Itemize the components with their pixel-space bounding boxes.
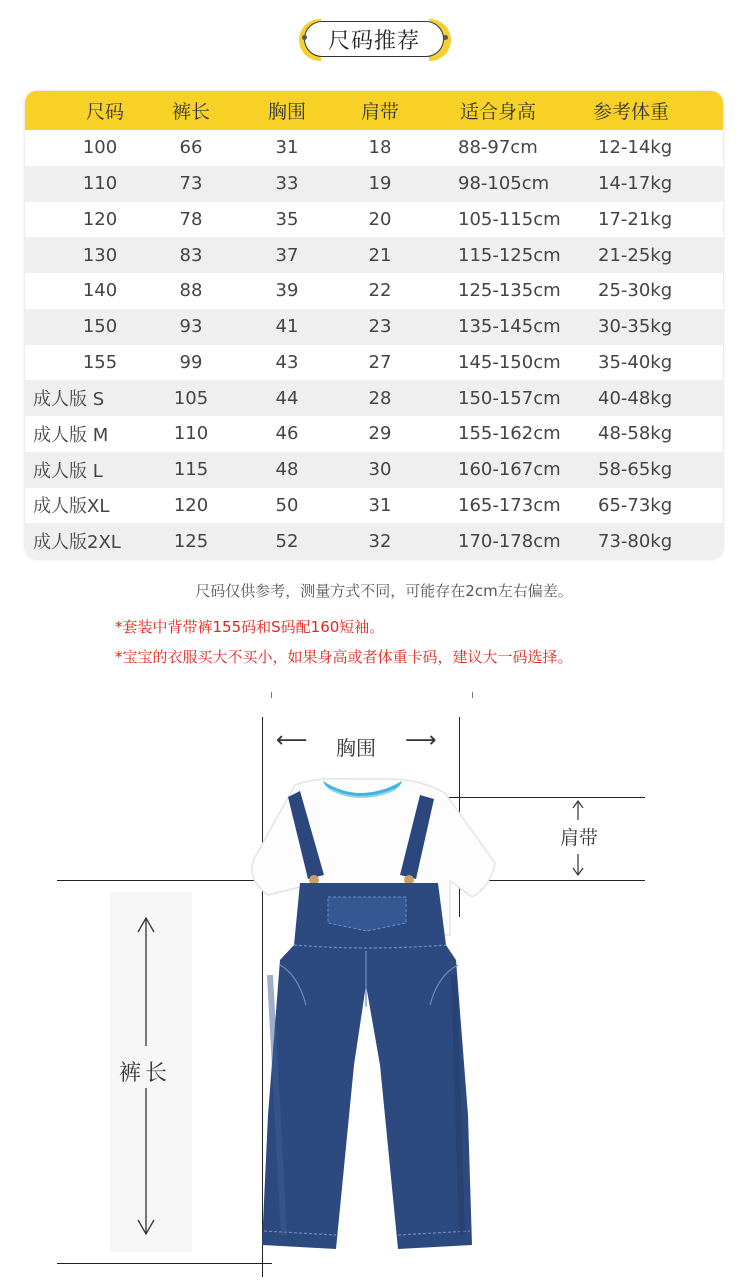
row-chest: 50	[275, 494, 299, 516]
table-row	[25, 452, 723, 488]
measurement-diagram	[0, 680, 750, 1279]
row-height: 98-105cm	[458, 173, 550, 195]
chest-label: 胸围	[336, 736, 376, 760]
row-size: 130	[82, 244, 118, 266]
row-chest: 41	[275, 316, 299, 338]
row-height: 160-167cm	[458, 459, 561, 481]
row-chest: 44	[275, 387, 299, 409]
row-size: 100	[82, 137, 118, 159]
row-size: 140	[82, 280, 118, 302]
row-chest: 35	[275, 208, 299, 230]
row-weight: 12-14kg	[598, 137, 673, 159]
row-height: 88-97cm	[458, 137, 538, 159]
table-row	[25, 309, 723, 345]
advice-note: *宝宝的衣服买大不买小，如果身高或者体重卡码，建议大一码选择。	[115, 648, 573, 666]
row-strap: 30	[368, 459, 392, 481]
row-weight: 73-80kg	[598, 530, 673, 552]
tick-left	[271, 692, 272, 698]
row-size: 成人版 S	[33, 389, 105, 411]
table-row	[25, 237, 723, 273]
row-strap: 19	[368, 173, 392, 195]
row-height: 165-173cm	[458, 494, 561, 516]
strap-label: 肩带	[560, 827, 599, 849]
row-pants-length: 115	[173, 459, 209, 481]
row-weight: 48-58kg	[598, 423, 673, 445]
header-weight: 参考体重	[593, 101, 670, 123]
row-chest: 33	[275, 173, 299, 195]
row-weight: 30-35kg	[598, 316, 673, 338]
row-chest: 52	[275, 530, 299, 552]
row-size: 150	[82, 316, 118, 338]
header-chest: 胸围	[267, 101, 306, 123]
table-row	[25, 202, 723, 238]
row-height: 115-125cm	[458, 244, 561, 266]
title-text: 尺码推荐	[327, 28, 420, 54]
header-strap: 肩带	[360, 101, 399, 123]
table-header-row	[25, 91, 723, 130]
title-dot-left	[302, 35, 307, 40]
table-body	[25, 130, 723, 559]
table-row	[25, 488, 723, 524]
row-weight: 17-21kg	[598, 208, 673, 230]
row-pants-length: 93	[179, 316, 203, 338]
row-weight: 35-40kg	[598, 351, 673, 373]
table-row	[25, 416, 723, 452]
row-weight: 40-48kg	[598, 387, 673, 409]
table-row	[25, 523, 723, 559]
size-table	[25, 91, 723, 559]
table-row	[25, 166, 723, 202]
length-label: 裤长	[119, 1061, 172, 1086]
row-size: 成人版2XL	[33, 532, 121, 554]
row-strap: 20	[368, 208, 392, 230]
row-height: 155-162cm	[458, 423, 561, 445]
row-strap: 22	[368, 280, 392, 302]
row-height: 150-157cm	[458, 387, 561, 409]
row-size: 成人版 M	[33, 424, 109, 446]
row-size: 120	[82, 208, 118, 230]
row-pants-length: 105	[173, 387, 209, 409]
row-height: 145-150cm	[458, 351, 561, 373]
row-pants-length: 125	[173, 530, 209, 552]
set-note: *套装中背带裤155码和S码配160短袖。	[115, 618, 385, 636]
row-weight: 14-17kg	[598, 173, 673, 195]
row-height: 170-178cm	[458, 530, 561, 552]
row-chest: 31	[275, 137, 299, 159]
row-height: 105-115cm	[458, 208, 561, 230]
row-weight: 65-73kg	[598, 494, 673, 516]
row-chest: 48	[275, 459, 299, 481]
table-row	[25, 130, 723, 166]
title-pill	[304, 21, 444, 57]
tick-right	[472, 692, 473, 698]
row-weight: 25-30kg	[598, 280, 673, 302]
row-strap: 27	[368, 351, 392, 373]
row-chest: 37	[275, 244, 299, 266]
overalls-illustration	[210, 775, 520, 1280]
row-pants-length: 83	[179, 244, 203, 266]
row-pants-length: 78	[179, 208, 203, 230]
row-weight: 58-65kg	[598, 459, 673, 481]
row-size: 110	[82, 173, 118, 195]
row-pants-length: 66	[179, 137, 203, 159]
row-chest: 43	[275, 351, 299, 373]
row-strap: 23	[368, 316, 392, 338]
row-chest: 46	[275, 423, 299, 445]
row-pants-length: 73	[179, 173, 203, 195]
table-row	[25, 345, 723, 381]
row-size: 成人版 L	[33, 460, 103, 482]
table-row	[25, 380, 723, 416]
table-row	[25, 273, 723, 309]
title-dot-right	[443, 35, 448, 40]
row-strap: 31	[368, 494, 392, 516]
row-size: 155	[82, 351, 118, 373]
row-strap: 18	[368, 137, 392, 159]
row-pants-length: 120	[173, 494, 209, 516]
disclaimer-note: 尺码仅供参考，测量方式不同，可能存在2cm左右偏差。	[195, 582, 573, 600]
header-height: 适合身高	[460, 101, 537, 123]
row-strap: 28	[368, 387, 392, 409]
row-strap: 32	[368, 530, 392, 552]
header-size: 尺码	[85, 101, 124, 123]
row-strap: 21	[368, 244, 392, 266]
row-height: 125-135cm	[458, 280, 561, 302]
arrow-left-icon: ⟵	[276, 728, 308, 753]
header-pants-length: 裤长	[171, 101, 210, 123]
row-pants-length: 99	[179, 351, 203, 373]
row-strap: 29	[368, 423, 392, 445]
row-chest: 39	[275, 280, 299, 302]
arrow-right-icon: ⟶	[405, 728, 437, 753]
row-pants-length: 88	[179, 280, 203, 302]
row-size: 成人版XL	[33, 496, 110, 518]
row-pants-length: 110	[173, 423, 209, 445]
row-height: 135-145cm	[458, 316, 561, 338]
section-title	[299, 19, 451, 61]
row-weight: 21-25kg	[598, 244, 673, 266]
